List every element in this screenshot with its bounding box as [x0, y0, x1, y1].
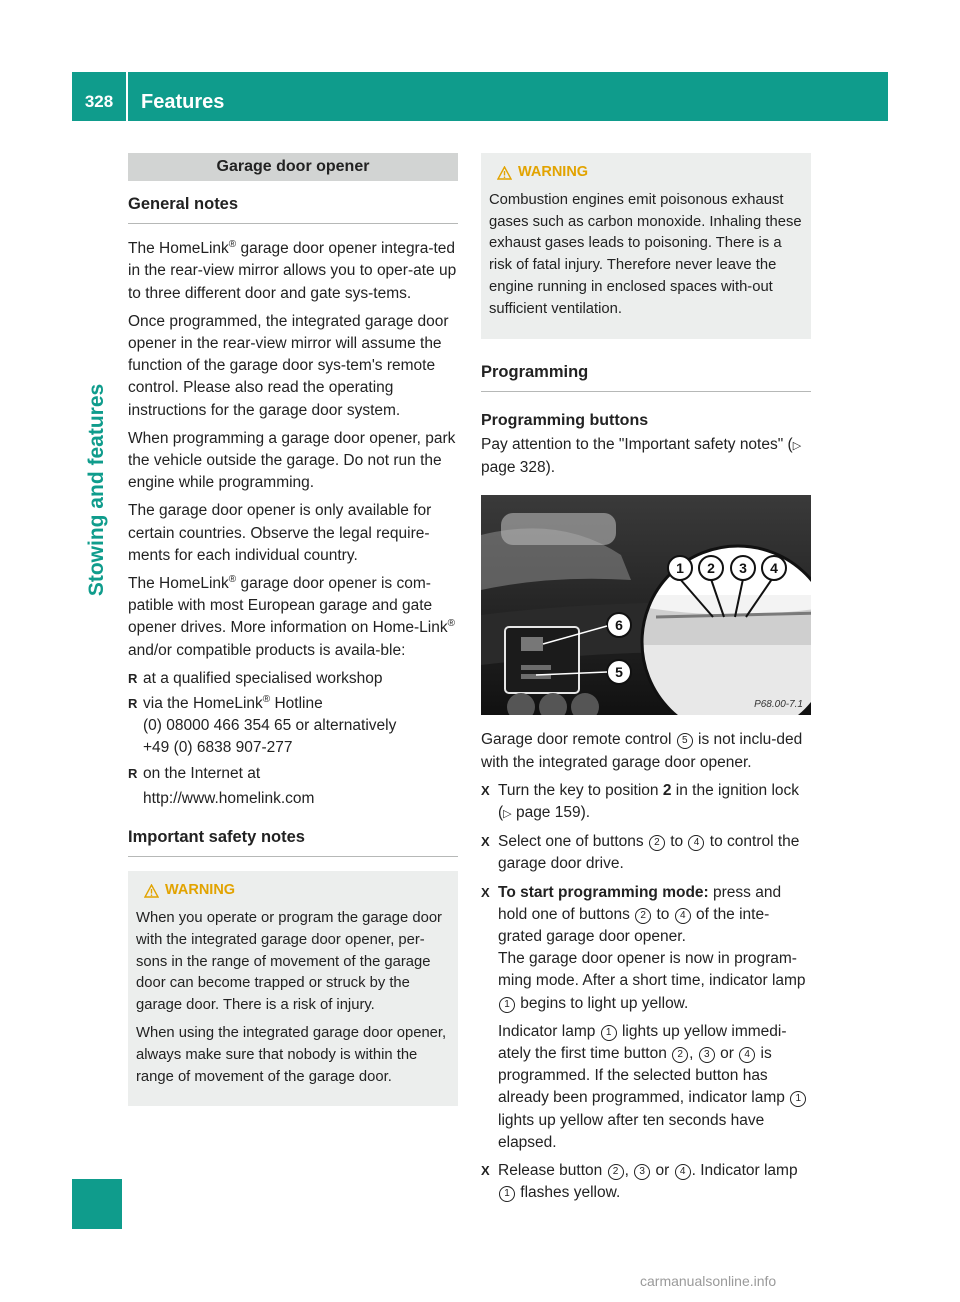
paragraph: The HomeLink® garage door opener integra-ted in the rear-view mirror allows you to oper-ate up to three different door and gate sys-tems. [128, 239, 457, 302]
warning-text: Combustion engines emit poisonous exhaust gases such as carbon monoxide. Inhaling these exhaust gases leads to poisoning. There is a risk of fatal injury. Therefore never leave the engine running in enclosed spaces with-out sufficient ventilation. [489, 191, 802, 317]
programming-buttons-heading: Programming buttons [481, 411, 649, 429]
section-title: Garage door opener [128, 153, 458, 181]
warning-icon [144, 884, 159, 898]
programming-heading: Programming [481, 361, 811, 392]
list-item: R on the Internet at http://www.homelink.com [128, 763, 458, 810]
right-column [481, 153, 811, 1210]
callout-1: 1 [676, 560, 684, 577]
footer-site: carmanualsonline.info [640, 1273, 777, 1289]
page-ref-icon: ▷ [503, 808, 512, 820]
list-item: R via the HomeLink® Hotline (0) 08000 466 354 65 or alternatively +49 (0) 6838 907-277 [128, 693, 397, 757]
list-item: X Turn the key to position 2 in the ignition lock (▷ page 159). [481, 781, 800, 821]
mirror-buttons-photo [481, 495, 811, 715]
page-number: 328 [84, 92, 114, 111]
left-column [128, 153, 458, 1106]
callout-4: 4 [770, 560, 778, 577]
warning-title: WARNING [144, 880, 450, 902]
side-tab [75, 170, 119, 810]
callout-2: 2 [707, 560, 715, 577]
callout-3: 3 [739, 560, 747, 577]
side-tab-label: Stowing and features [85, 383, 109, 597]
list-item: X Release button 2 , 3 or 4 . Indicator lamp 1 flashes yellow. [481, 1162, 798, 1202]
callout-6: 6 [615, 617, 623, 634]
page-ref-icon: ▷ [792, 439, 802, 452]
safety-notes-heading: Important safety notes [128, 826, 458, 857]
warning-title: WARNING [497, 162, 803, 184]
paragraph: When programming a garage door opener, park the vehicle outside the garage. Do not run the engine while programming. [128, 429, 456, 492]
list-item: X To start programming mode: press and hold one of buttons 2 to 4 of the inte-grated garage door opener. The garage door opener is now in program-ming mode. After a short time, indicator lamp 1 begins to light up yellow. Indicator lamp 1 lights up yellow immedi-ately the first time button 2 , 3 or 4 is programmed. If the selected button has already been programmed, indicator lamp 1 lights up yellow after ten seconds have elapsed. [481, 882, 811, 1154]
paragraph: The garage door opener is only available for certain countries. Observe the legal require-ments for each individual country. [128, 502, 432, 564]
homelink-url[interactable]: http://www.homelink.com [143, 789, 315, 807]
header-divider [126, 72, 128, 121]
warning-icon [497, 166, 512, 180]
side-tab-marker [72, 1179, 122, 1229]
paragraph: Pay attention to the "Important safety notes" (▷ page 328). [481, 435, 802, 477]
page-title: Features [141, 91, 225, 113]
step-detail: The garage door opener is now in program-ming mode. After a short time, indicator lamp 1 begins to light up yellow. [498, 950, 806, 1012]
photo-code: P68.00-7.1 [754, 699, 803, 711]
step-detail: Indicator lamp 1 lights up yellow immedi-ately the first time button 2 , 3 or 4 is programmed. If the selected button has already been programmed, indicator lamp 1 lights up yellow after ten seconds have elapsed. [498, 1021, 811, 1154]
list-item: X Select one of buttons 2 to 4 to control the garage door drive. [481, 833, 800, 873]
callout-5: 5 [615, 664, 623, 681]
general-notes-heading: General notes [128, 193, 458, 224]
paragraph: Garage door remote control 5 is not inclu-ded with the integrated garage door opener. [481, 731, 803, 771]
warning-box [481, 153, 811, 339]
list-item: R at a qualified specialised workshop [128, 669, 383, 687]
paragraph: The HomeLink® garage door opener is com-patible with most European garage and gate opener drives. More information on Home-Link® and/or compatible products is availa-ble: [128, 573, 455, 659]
warning-box [128, 871, 458, 1106]
warning-text: When using the integrated garage door opener, always make sure that nobody is within the range of movement of the garage door. [136, 1025, 447, 1085]
warning-text: When you operate or program the garage door with the integrated garage door opener, per-sons in the range of movement of the garage door can become trapped or struck by the garage door. There is a risk of injury. [136, 910, 442, 1014]
paragraph: Once programmed, the integrated garage door opener in the rear-view mirror will assume the function of the garage door sys-tem's remote control. Please also read the operating instructions for the garage door system. [128, 312, 449, 419]
